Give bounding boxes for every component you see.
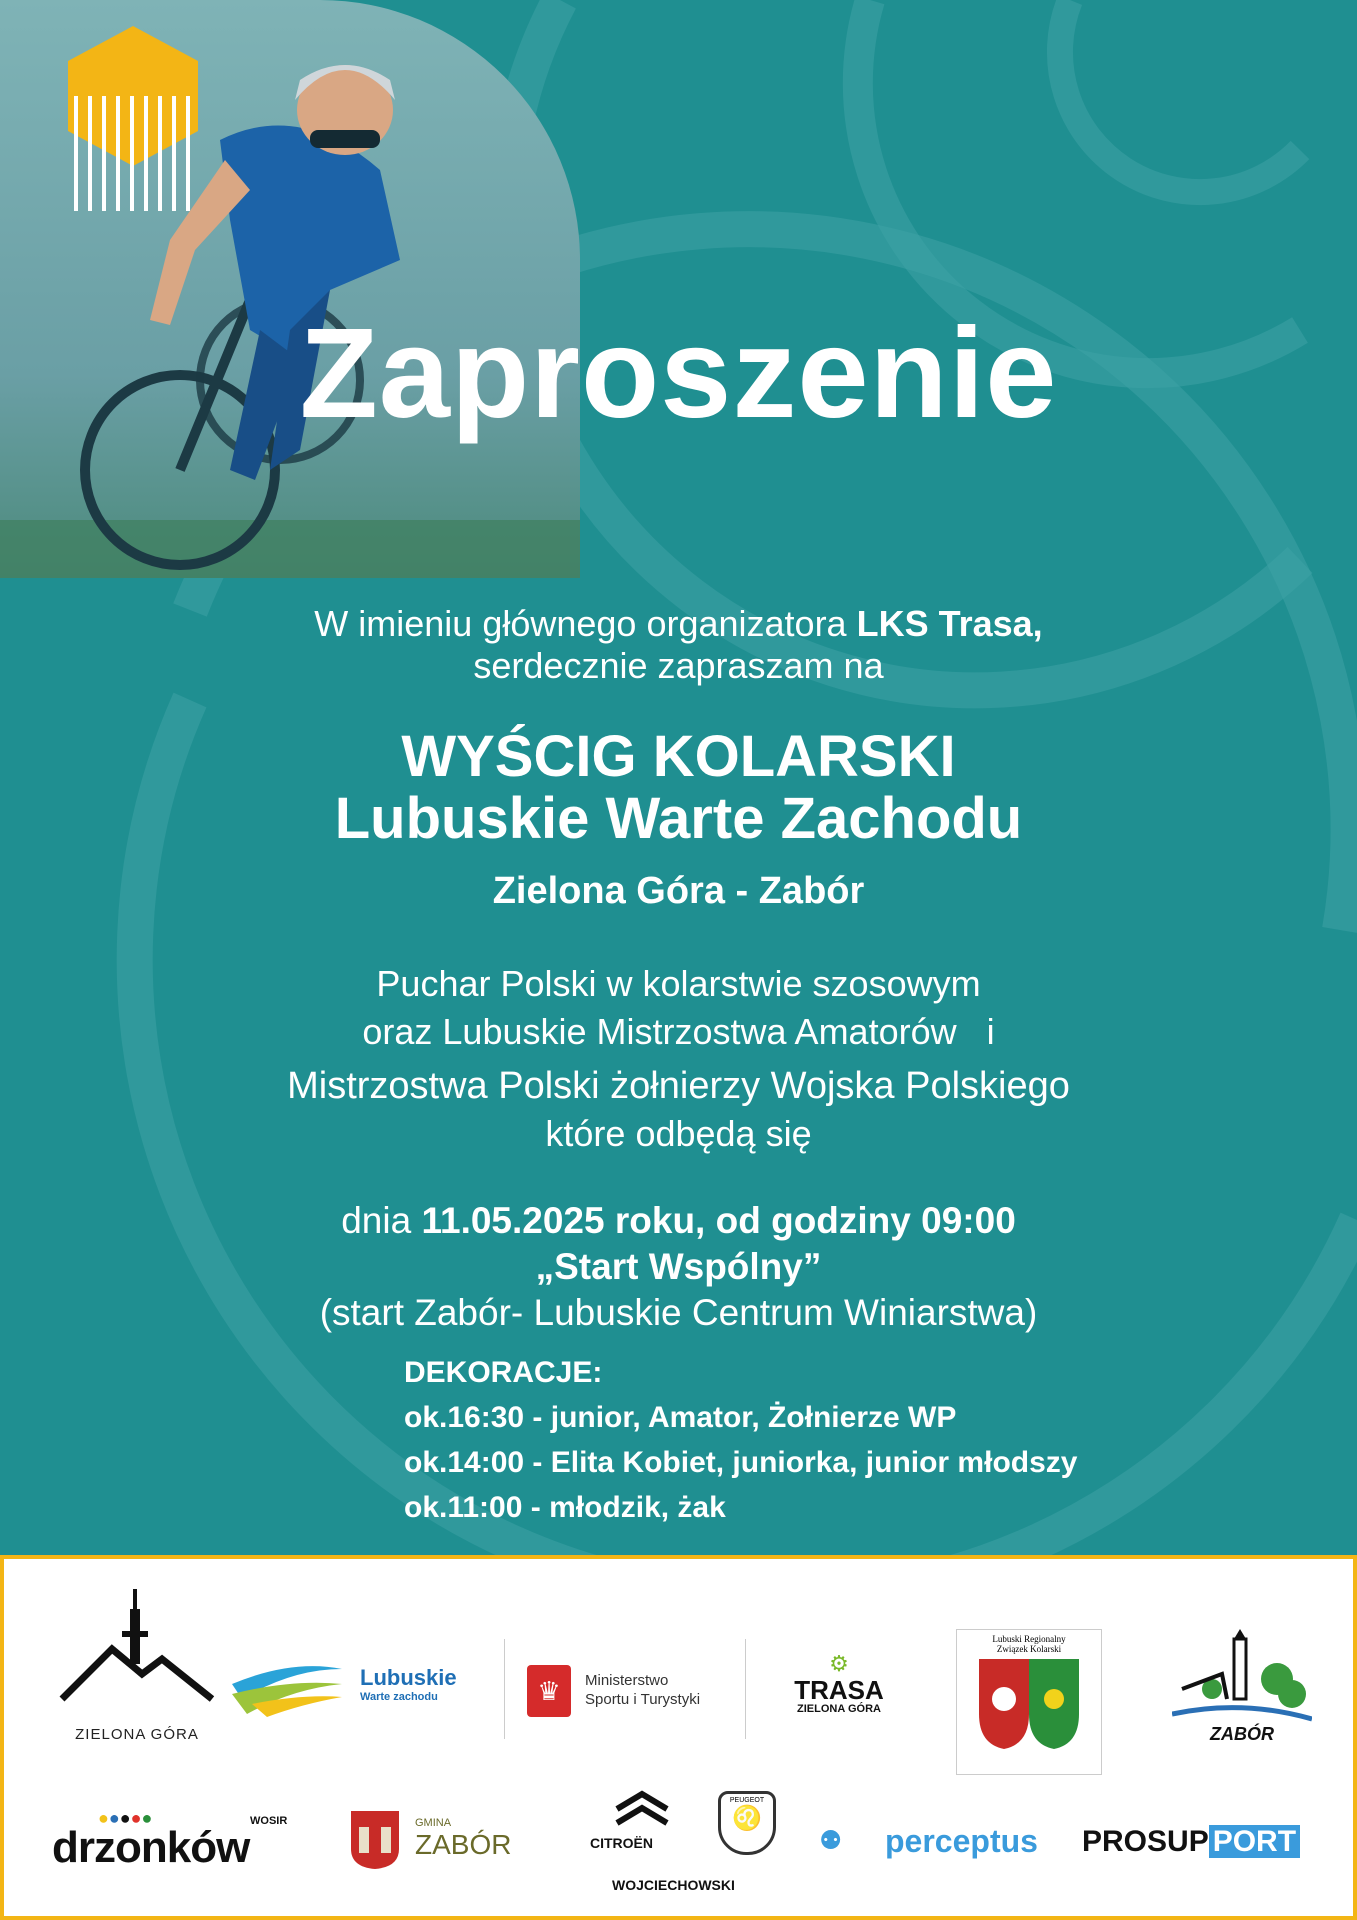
intro-line1: W imieniu głównego organizatora xyxy=(314,603,857,644)
peugeot-text: PEUGEOT xyxy=(729,1797,765,1804)
prosupport-pro: PRO xyxy=(1082,1825,1148,1858)
zielona-gora-logo xyxy=(52,1589,222,1759)
decoration-item: ok.16:30 - junior, Amator, Żołnierze WP xyxy=(404,1401,957,1434)
trasa-text: TRASA xyxy=(794,1675,884,1705)
perceptus-icon: ⚉ xyxy=(819,1825,843,1855)
lubuskie-logo xyxy=(232,1659,472,1719)
ministry-line2: Sportu i Turystyki xyxy=(585,1691,701,1708)
organizer-name: LKS Trasa, xyxy=(856,603,1043,644)
citroen-chevron-icon xyxy=(612,1789,672,1829)
competitions xyxy=(0,960,1357,1158)
start-type: „Start Wspólny” xyxy=(535,1246,822,1287)
gmina-crest-icon xyxy=(349,1809,401,1871)
dealer-logos xyxy=(584,1789,794,1899)
perceptus-text: perceptus xyxy=(885,1823,1038,1859)
lubuskie-tagline: Warte zachodu xyxy=(360,1691,438,1703)
competition-line2: oraz Lubuskie Mistrzostwa Amatorów i xyxy=(362,1011,995,1052)
polish-eagle-icon: ♛ xyxy=(527,1665,571,1717)
trasa-logo xyxy=(779,1651,899,1731)
date-prefix: dnia xyxy=(341,1200,422,1241)
decorations-heading: DEKORACJE: xyxy=(404,1356,603,1389)
trasa-city: ZIELONA GÓRA xyxy=(797,1703,881,1715)
competition-line4: które odbędą się xyxy=(545,1113,812,1154)
competition-line3: Mistrzostwa Polski żołnierzy Wojska Polskiego xyxy=(287,1065,1070,1107)
prosupport-sup: SUP xyxy=(1147,1825,1209,1858)
olympic-rings-icon: ●●●●● xyxy=(98,1808,153,1828)
ministry-line1: Ministerstwo xyxy=(585,1672,669,1689)
gmina-name: ZABÓR xyxy=(415,1829,512,1860)
perceptus-logo xyxy=(819,1821,1049,1871)
zabor-logo xyxy=(1172,1629,1312,1769)
ministry-logo xyxy=(504,1639,746,1739)
decoration-item: ok.14:00 - Elita Kobiet, juniorka, junior młodszy xyxy=(404,1446,1078,1479)
zielona-gora-icon xyxy=(52,1589,222,1709)
prosupport-port: PORT xyxy=(1209,1825,1300,1858)
prosupport-logo xyxy=(1082,1825,1312,1869)
race-name-line2: Lubuskie Warte Zachodu xyxy=(334,786,1023,851)
race-name-line1: WYŚCIG KOLARSKI xyxy=(401,724,956,789)
date-time: 11.05.2025 roku, od godziny 09:00 xyxy=(421,1200,1016,1241)
lrzk-line1: Lubuski Regionalny xyxy=(992,1634,1066,1644)
race-name xyxy=(0,726,1357,850)
race-route: Zielona Góra - Zabór xyxy=(492,870,865,912)
zabor-text: ZABÓR xyxy=(1210,1724,1274,1744)
competition-line1: Puchar Polski w kolarstwie szosowym xyxy=(376,963,981,1004)
intro-line2: serdecznie zapraszam na xyxy=(473,645,884,686)
organizer-logo-icon xyxy=(68,26,198,216)
drzonkow-logo xyxy=(52,1808,288,1872)
gmina-zabor-logo xyxy=(349,1809,539,1879)
lrzk-crest-icon xyxy=(969,1654,1089,1754)
schedule xyxy=(0,1198,1357,1336)
gmina-text: GMINA xyxy=(415,1817,452,1829)
decorations-list xyxy=(404,1350,1077,1530)
wosir-text: WOSIR xyxy=(250,1815,288,1827)
page-title: Zaproszenie xyxy=(299,302,1058,445)
zabor-village-icon xyxy=(1172,1629,1312,1739)
start-location: (start Zabór- Lubuskie Centrum Winiarstwa) xyxy=(319,1292,1038,1333)
decoration-item: ok.11:00 - młodzik, żak xyxy=(404,1491,726,1524)
sponsors-footer xyxy=(0,1555,1357,1920)
dealer-name: WOJCIECHOWSKI xyxy=(612,1877,735,1893)
trasa-bike-icon: ⚙ xyxy=(829,1651,849,1676)
lrzk-line2: Związek Kolarski xyxy=(996,1644,1062,1654)
intro-text xyxy=(0,603,1357,687)
citroen-text: CITROËN xyxy=(590,1835,653,1851)
peugeot-lion-icon: PEUGEOT ♌ xyxy=(718,1791,776,1855)
lubuskie-text: Lubuskie xyxy=(360,1665,457,1690)
lubuskie-wave-icon xyxy=(232,1659,352,1719)
lrzk-logo xyxy=(956,1629,1102,1775)
drzonkow-text: drzonków xyxy=(52,1823,250,1872)
zielona-gora-text: ZIELONA GÓRA xyxy=(75,1726,199,1743)
